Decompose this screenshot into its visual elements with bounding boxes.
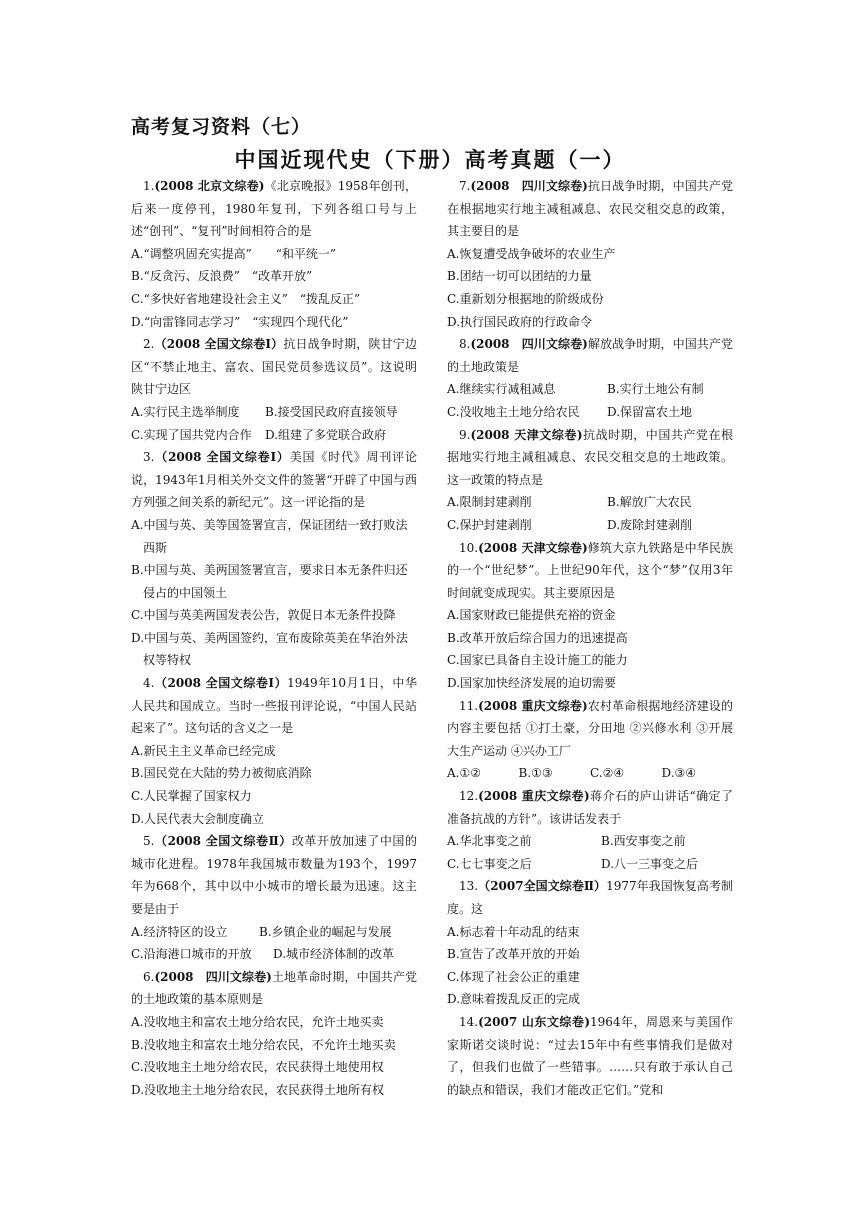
question-7	[447, 175, 733, 333]
option-a: A.华北事变之前	[447, 834, 532, 849]
option-c: C.没收地主土地分给农民，农民获得土地使用权	[131, 1060, 384, 1075]
question-8	[447, 333, 733, 423]
option-row	[447, 853, 733, 876]
question-number: 9.	[459, 427, 471, 442]
question-source: (2008 四川文综卷)	[154, 969, 272, 984]
question-stem: 《北京晚报》1958年创刊，后来一度停刊，1980年复刊，下列各组口号与上述“创刊”、“复刊”时间相符合的是	[131, 179, 417, 239]
document-title: 高考复习资料（七）	[131, 116, 312, 138]
option-b: B.西安事变之前	[601, 834, 686, 849]
option-row	[447, 378, 733, 401]
question-2	[131, 333, 417, 446]
option-row	[447, 762, 733, 785]
question-number: 6.	[143, 969, 155, 984]
option-row	[131, 401, 417, 424]
option-a: A.标志着十年动乱的结束	[447, 924, 580, 939]
question-stem: 美国《时代》周刊评论说，1943年1月相关外交文件的签署“开辟了中国与西方列强之间关系的新纪元”。这一评论指的是	[131, 450, 417, 510]
question-source: （2008 全国文综卷Ⅰ）	[154, 676, 288, 691]
question-stem: 1949年10月1日，中华人民共和国成立。当时一些报刊评论说，“中国人民站起来了”。这句话的含义之一是	[131, 676, 417, 736]
option-d: D.执行国民政府的行政命令	[447, 314, 593, 329]
option-d: D.“向雷锋同志学习” “实现四个现代化”	[131, 314, 349, 329]
option-d: D.意味着拨乱反正的完成	[447, 992, 581, 1007]
question-source: (2008 重庆文综卷)	[478, 698, 588, 713]
question-source: (2008 北京文综卷)	[154, 179, 265, 193]
question-stem: 解放战争时期，中国共产党的土地政策是	[447, 337, 733, 374]
option-d: D.八一三事变之后	[601, 856, 699, 871]
option-d: D.城市经济体制的改革	[273, 947, 395, 962]
option-a: A.限制封建剥削	[447, 495, 532, 510]
option-a: A.实行民主选举制度	[131, 404, 240, 419]
question-11	[447, 695, 733, 785]
question-source: (2008 重庆文综卷)	[478, 789, 590, 804]
option-b: B.解放广大农民	[607, 495, 692, 510]
option-b: B.宣告了改革开放的开始	[447, 947, 580, 962]
option-a: A.中国与英、美等国签署宣言，保证团结一致打败法西斯	[131, 517, 408, 555]
option-a: A.恢复遭受战争破坏的农业生产	[447, 246, 616, 261]
option-c: C.实现了国共党内合作	[131, 427, 252, 442]
question-source: （2008 全国文综卷Ⅱ）	[154, 834, 292, 849]
question-12	[447, 785, 733, 875]
option-c: C.沿海港口城市的开放	[131, 947, 252, 962]
option-a: A.“调整巩固充实提高” “和平统一”	[131, 246, 337, 261]
option-b: B.乡镇企业的崛起与发展	[259, 924, 392, 939]
question-source: (2008 四川文综卷)	[470, 179, 588, 193]
question-4	[131, 672, 417, 830]
question-number: 4.	[143, 676, 155, 691]
option-a: A.新民主主义革命已经完成	[131, 743, 276, 758]
question-13	[447, 875, 733, 1011]
question-stem: 1977年我国恢复高考制度。这	[447, 879, 733, 916]
option-row	[131, 943, 417, 966]
option-b: B.改革开放后综合国力的迅速提高	[447, 630, 628, 645]
question-number: 5.	[143, 834, 155, 849]
question-5	[131, 830, 417, 966]
question-stem: 抗日战争时期，中国共产党在根据地实行地主减租减息、农民交租交息的政策，其主要目的是	[447, 179, 733, 239]
option-d: D.没收地主土地分给农民，农民获得土地所有权	[131, 1082, 385, 1097]
option-c: C.保护封建剥削	[447, 517, 532, 532]
option-d: D.废除封建剥削	[607, 517, 693, 532]
question-number: 8.	[459, 337, 471, 352]
question-number: 1.	[143, 179, 155, 193]
option-b: B.中国与英、美两国签署宣言，要求日本无条件归还侵占的中国领土	[131, 563, 408, 600]
option-b: B.国民党在大陆的势力被彻底消除	[131, 766, 312, 781]
option-a: A.①②	[447, 766, 481, 781]
question-source: (2007 山东文综卷)	[478, 1014, 590, 1029]
option-b: B.接受国民政府直接领导	[265, 404, 398, 419]
option-b: B.没收地主和富农土地分给农民，不允许土地买卖	[131, 1037, 396, 1052]
option-b: B.“反贪污、反浪费” “改革开放”	[131, 269, 313, 284]
question-number: 13.	[459, 879, 479, 894]
question-number: 14.	[459, 1014, 479, 1029]
option-row	[447, 830, 733, 853]
question-number: 12.	[459, 789, 479, 804]
question-stem: 蒋介石的庐山讲话“确定了准备抗战的方针”。该讲话发表于	[447, 789, 733, 826]
option-d: D.中国与英、美两国签约，宣布废除英美在华治外法权等特权	[131, 630, 409, 668]
question-10	[447, 537, 733, 695]
option-c: C.中国与英美两国发表公告，敦促日本无条件投降	[131, 608, 396, 623]
question-number: 3.	[143, 450, 155, 465]
question-number: 10.	[459, 540, 479, 555]
option-c: C.②④	[590, 766, 625, 781]
option-c: C.没收地主土地分给农民	[447, 404, 580, 419]
question-14	[447, 1011, 733, 1101]
question-3	[131, 446, 417, 672]
question-source: (2008 天津文综卷)	[478, 540, 588, 555]
option-b: B.实行土地公有制	[607, 382, 704, 397]
question-1	[131, 175, 417, 333]
question-source: （2007全国文综卷Ⅱ）	[478, 879, 607, 894]
option-row	[447, 514, 733, 537]
question-source: (2008 天津文综卷)	[470, 427, 583, 442]
option-row	[447, 491, 733, 514]
question-stem: 抗日战争时期，陕甘宁边区“不禁止地主、富农、国民党员参选议员”。这说明陕甘宁边区	[131, 337, 417, 397]
option-d: D.保留富农土地	[607, 404, 693, 419]
left-column	[131, 175, 417, 1101]
question-source: （2008 全国文综卷Ⅰ）	[154, 450, 290, 465]
option-c: C.重新划分根据地的阶级成份	[447, 291, 604, 306]
option-d: D.组建了多党联合政府	[265, 427, 387, 442]
option-c: C.“多快好省地建设社会主义” “拨乱反正”	[131, 291, 361, 306]
option-row	[447, 401, 733, 424]
right-column	[447, 175, 733, 1101]
question-source: (2008 四川文综卷)	[470, 337, 588, 352]
option-b: B.团结一切可以团结的力量	[447, 269, 592, 284]
option-row	[131, 424, 417, 447]
question-stem: 修筑大京九铁路是中华民族的一个“世纪梦”。上世纪90年代，这个“梦”仅用3年时间就变成现实。其主要原因是	[447, 540, 733, 600]
question-stem: 农村革命根据地经济建设的内容主要包括 ①打土豪，分田地 ②兴修水利 ③开展大生产运动 ④兴办工厂	[447, 698, 733, 758]
option-a: A.继续实行减租减息	[447, 382, 556, 397]
option-row	[131, 921, 417, 944]
option-d: D.③④	[661, 766, 697, 781]
option-a: A.没收地主和富农土地分给农民，允许土地买卖	[131, 1014, 384, 1029]
option-c: C.人民掌握了国家权力	[131, 789, 252, 804]
option-c: C.国家已具备自主设计施工的能力	[447, 653, 628, 668]
question-stem: 土地革命时期，中国共产党的土地政策的基本原则是	[131, 969, 417, 1007]
question-stem: 1964年，周恩来与美国作家斯诺交谈时说：“过去15年中有些事情我们是做对了，但我们也做了一些错事。……只有敢于承认自己的缺点和错误，我们才能改正它们。”党和	[447, 1014, 733, 1097]
option-b: B.①③	[518, 766, 553, 781]
option-d: D.人民代表大会制度确立	[131, 811, 265, 826]
question-source: （2008 全国文综卷Ⅰ）	[154, 337, 284, 352]
question-9	[447, 424, 733, 537]
option-d: D.国家加快经济发展的迫切需要	[447, 676, 617, 691]
question-stem: 改革开放加速了中国的城市化进程。1978年我国城市数量为193个，1997年为668个，其中以中小城市的增长最为迅速。这主要是由于	[131, 834, 417, 916]
question-stem: 抗战时期，中国共产党在根据地实行地主减租减息、农民交租交息的土地政策。这一政策的特点是	[447, 427, 733, 487]
option-a: A.经济特区的设立	[131, 924, 228, 939]
question-6	[131, 966, 417, 1102]
option-a: A.国家财政已能提供充裕的资金	[447, 608, 616, 623]
document-subtitle: 中国近现代史（下册）高考真题（一）	[234, 148, 626, 172]
question-number: 11.	[459, 698, 479, 713]
question-number: 2.	[143, 337, 155, 352]
question-number: 7.	[459, 179, 471, 193]
option-c: C.体现了社会公正的重建	[447, 969, 580, 984]
option-c: C.七七事变之后	[447, 856, 532, 871]
